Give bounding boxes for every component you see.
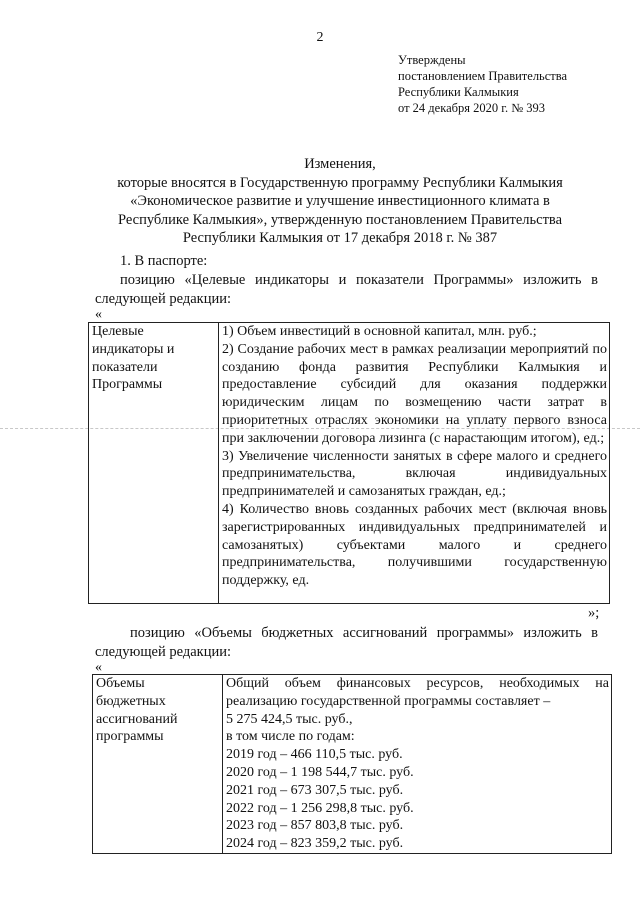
label-line: бюджетных bbox=[96, 693, 166, 709]
targets-table bbox=[88, 322, 610, 604]
label-line: индикаторы и bbox=[92, 341, 175, 357]
table-label-cell bbox=[93, 675, 223, 854]
title-line: «Экономическое развитие и улучшение инвестиционного климата в bbox=[130, 193, 550, 209]
paragraph-line: следующей редакции: bbox=[95, 644, 232, 660]
budget-year: 2022 год – 1 256 298,8 тыс. руб. bbox=[226, 800, 414, 816]
label-line: программы bbox=[96, 729, 164, 745]
document-title bbox=[100, 155, 580, 248]
budget-total: 5 275 424,5 тыс. руб., bbox=[226, 711, 353, 727]
approval-line: Республики Калмыкия bbox=[398, 85, 519, 99]
open-quote: « bbox=[95, 307, 102, 322]
open-quote: « bbox=[95, 660, 102, 675]
budget-year: 2020 год – 1 198 544,7 тыс. руб. bbox=[226, 764, 414, 780]
table-row bbox=[93, 675, 612, 854]
label-line: Объемы bbox=[96, 676, 145, 691]
section-heading: 1. В паспорте: bbox=[120, 253, 208, 269]
title-line: Республики Калмыкия от 17 декабря 2018 г. № 387 bbox=[182, 230, 498, 246]
paragraph-line: позицию «Целевые индикаторы и показатели Программы» изложить в bbox=[120, 272, 598, 288]
budget-year: 2023 год – 857 803,8 тыс. руб. bbox=[226, 818, 404, 834]
table-label-cell bbox=[89, 323, 219, 604]
table-row bbox=[89, 323, 610, 604]
approval-line: постановлением Правительства bbox=[398, 69, 568, 83]
list-item: 1) Объем инвестиций в основной капитал, млн. руб.; bbox=[222, 324, 537, 339]
label-line: Целевые bbox=[92, 324, 144, 339]
page-number: 2 bbox=[316, 30, 324, 45]
paragraph-line: следующей редакции: bbox=[95, 291, 232, 307]
label-line: Программы bbox=[92, 377, 163, 393]
budget-by-year-label: в том числе по годам: bbox=[226, 729, 355, 745]
table-content-cell bbox=[223, 675, 612, 854]
label-line: показатели bbox=[92, 359, 158, 375]
budget-table bbox=[92, 674, 612, 854]
list-item: 2) Создание рабочих мест в рамках реализации мероприятий по созданию фонда развития Республики Калмыкия и предоставление субсидий для оказания поддержки юридическим лицам по возмещению части затрат в приоритетных отраслях экономики на уплату первого взноса при заключении договора лизинга (с нарастающим итогом), ед.; bbox=[222, 341, 607, 446]
title-line: которые вносятся в Государственную программу Республики Калмыкия bbox=[117, 174, 563, 191]
list-item: 3) Увеличение численности занятых в сфере малого и среднего предпринимательства, включая индивидуальных предпринимателей и самозанятых граждан, ед.; bbox=[222, 448, 607, 500]
budget-year: 2019 год – 466 110,5 тыс. руб. bbox=[226, 747, 403, 763]
paragraph-line: позицию «Объемы бюджетных ассигнований программы» изложить в bbox=[130, 625, 598, 641]
approval-stamp bbox=[398, 52, 567, 116]
approval-line: Утверждены bbox=[398, 53, 466, 67]
budget-intro: Общий объем финансовых ресурсов, необходимых на реализацию государственной программы составляет – bbox=[226, 676, 609, 709]
budget-year: 2024 год – 823 359,2 тыс. руб. bbox=[226, 836, 404, 852]
title-line: Республике Калмыкия», утвержденную постановлением Правительства bbox=[117, 211, 563, 228]
budget-year: 2021 год – 673 307,5 тыс. руб. bbox=[226, 782, 404, 798]
title-line: Изменения, bbox=[304, 156, 376, 172]
close-quote: »; bbox=[588, 605, 600, 621]
label-line: ассигнований bbox=[96, 711, 178, 727]
list-item: 4) Количество вновь созданных рабочих мест (включая вновь зарегистрированных индивидуальных предпринимателей и самозанятых) субъектами малого и среднего предпринимательства, получившими государственную поддержку, ед. bbox=[222, 501, 607, 589]
approval-line: от 24 декабря 2020 г. № 393 bbox=[398, 101, 546, 115]
table-content-cell bbox=[219, 323, 610, 604]
